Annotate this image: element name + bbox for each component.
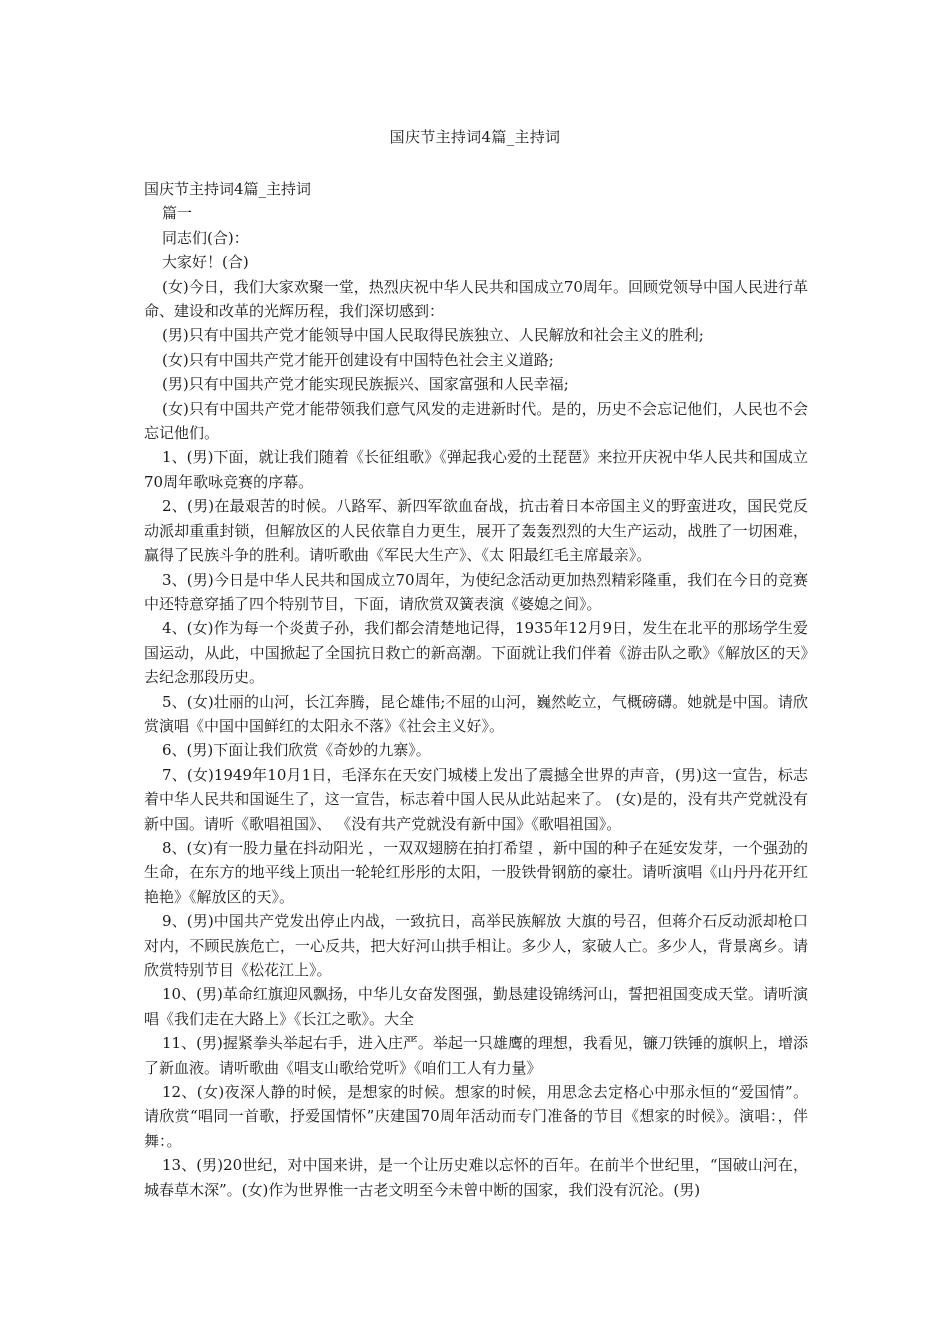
paragraph: 4、(女)作为每一个炎黄子孙，我们都会清楚地记得，1935年12月9日，发生在北平的那场学生爱国运动，从此，中国掀起了全国抗日救亡的新高潮。下面就让我们伴着《游击队之歌》《解放区的天》去纪念那段历史。 (144, 619, 808, 687)
paragraph: 篇一 (162, 204, 193, 223)
paragraph: 12、(女)夜深人静的时候，是想家的时候。想家的时候，用思念去定格心中那永恒的“爱国情”。请欣赏“唱同一首歌，抒爱国情怀”庆建国70周年活动而专门准备的节目《想家的时候》。演唱：，伴舞：。 (144, 1083, 808, 1150)
paragraph: 1、(男)下面，就让我们随着《长征组歌》《弹起我心爱的土琵琶》来拉开庆祝中华人民共和国成立70周年歌咏竞赛的序幕。 (144, 448, 808, 491)
paragraph: 11、(男)握紧拳头举起右手，进入庄严。举起一只雄鹰的理想，我看见，镰刀铁锤的旗帜上，增添了新血液。请听歌曲《唱支山歌给党听》《咱们工人有力量》 (144, 1034, 808, 1077)
paragraph: (女)只有中国共产党才能开创建设有中国特色社会主义道路; (162, 350, 554, 369)
body-heading: 国庆节主持词4篇_主持词 (144, 180, 312, 198)
document-body (144, 177, 808, 1202)
paragraph: 9、(男)中国共产党发出停止内战，一致抗日，高举民族解放 大旗的号召，但蒋介石反动派却枪口对内，不顾民族危亡，一心反共，把大好河山拱手相让。多少人，家破人亡。多少人，背景离乡。请欣赏特别节目《松花江上》。 (144, 912, 808, 979)
paragraph: 6、(男)下面让我们欣赏《奇妙的九寨》。 (162, 741, 431, 760)
paragraph: 10、(男)革命红旗迎风飘扬，中华儿女奋发图强，勤恳建设锦绣河山，誓把祖国变成天堂。请听演唱《我们走在大路上》《长江之歌》。大全 (144, 985, 808, 1028)
paragraph: 同志们(合)： (162, 228, 249, 247)
paragraph: 7、(女)1949年10月1日，毛泽东在天安门城楼上发出了震撼全世界的声音，(男)这一宣告，标志着中华人民共和国诞生了，这一宣告，标志着中国人民从此站起来了。 (女)是的，没有共产党就没有新中国。请听《歌唱祖国》、 《没有共产党就没有新中国》《歌唱祖国》。 (144, 765, 808, 833)
paragraph: 2、(男)在最艰苦的时候。八路军、新四军欲血奋战，抗击着日本帝国主义的野蛮进攻，国民党反动派却重重封锁，但解放区的人民依靠自力更生，展开了轰轰烈烈的大生产运动，战胜了一切困难，赢得了民族斗争的胜利。请听歌曲《军民大生产》、《太 阳最红毛主席最亲》。 (144, 497, 808, 565)
document-title: 国庆节主持词4篇_主持词 (389, 128, 561, 146)
paragraph: 大家好！(合) (162, 253, 249, 272)
paragraph: (女)今日，我们大家欢聚一堂，热烈庆祝中华人民共和国成立70周年。回顾党领导中国人民进行革命、建设和改革的光辉历程，我们深切感到： (144, 277, 808, 321)
paragraph: 8、(女)有一股力量在抖动阳光 ，一双双翅膀在拍打希望 ，新中国的种子在延安发芽，一个强劲的生命，在东方的地平线上顶出一轮轮红彤彤的太阳，一股铁骨钢筋的豪壮。请听演唱《山丹丹花开红艳艳》《解放区的天》。 (144, 838, 808, 906)
paragraph: (男)只有中国共产党才能实现民族振兴、国家富强和人民幸福; (162, 375, 569, 394)
paragraph: (男)只有中国共产党才能领导中国人民取得民族独立、人民解放和社会主义的胜利; (162, 326, 704, 345)
paragraph: (女)只有中国共产党才能带领我们意气风发的走进新时代。是的，历史不会忘记他们，人民也不会忘记他们。 (144, 399, 808, 443)
paragraph: 13、(男)20世纪，对中国来讲，是一个让历史难以忘怀的百年。在前半个世纪里，“国破山河在，城春草木深”。(女)作为世界惟一古老文明至今未曾中断的国家，我们没有沉沦。(男) (144, 1156, 808, 1199)
paragraph: 5、(女)壮丽的山河，长江奔腾，昆仑雄伟;不屈的山河，巍然屹立，气概磅礴。她就是中国。请欣赏演唱《中国中国鲜红的太阳永不落》《社会主义好》。 (144, 692, 808, 735)
paragraph: 3、(男)今日是中华人民共和国成立70周年，为使纪念活动更加热烈精彩隆重，我们在今日的竞赛中还特意穿插了四个特别节目，下面，请欣赏双簧表演《婆媳之间》。 (144, 570, 808, 613)
